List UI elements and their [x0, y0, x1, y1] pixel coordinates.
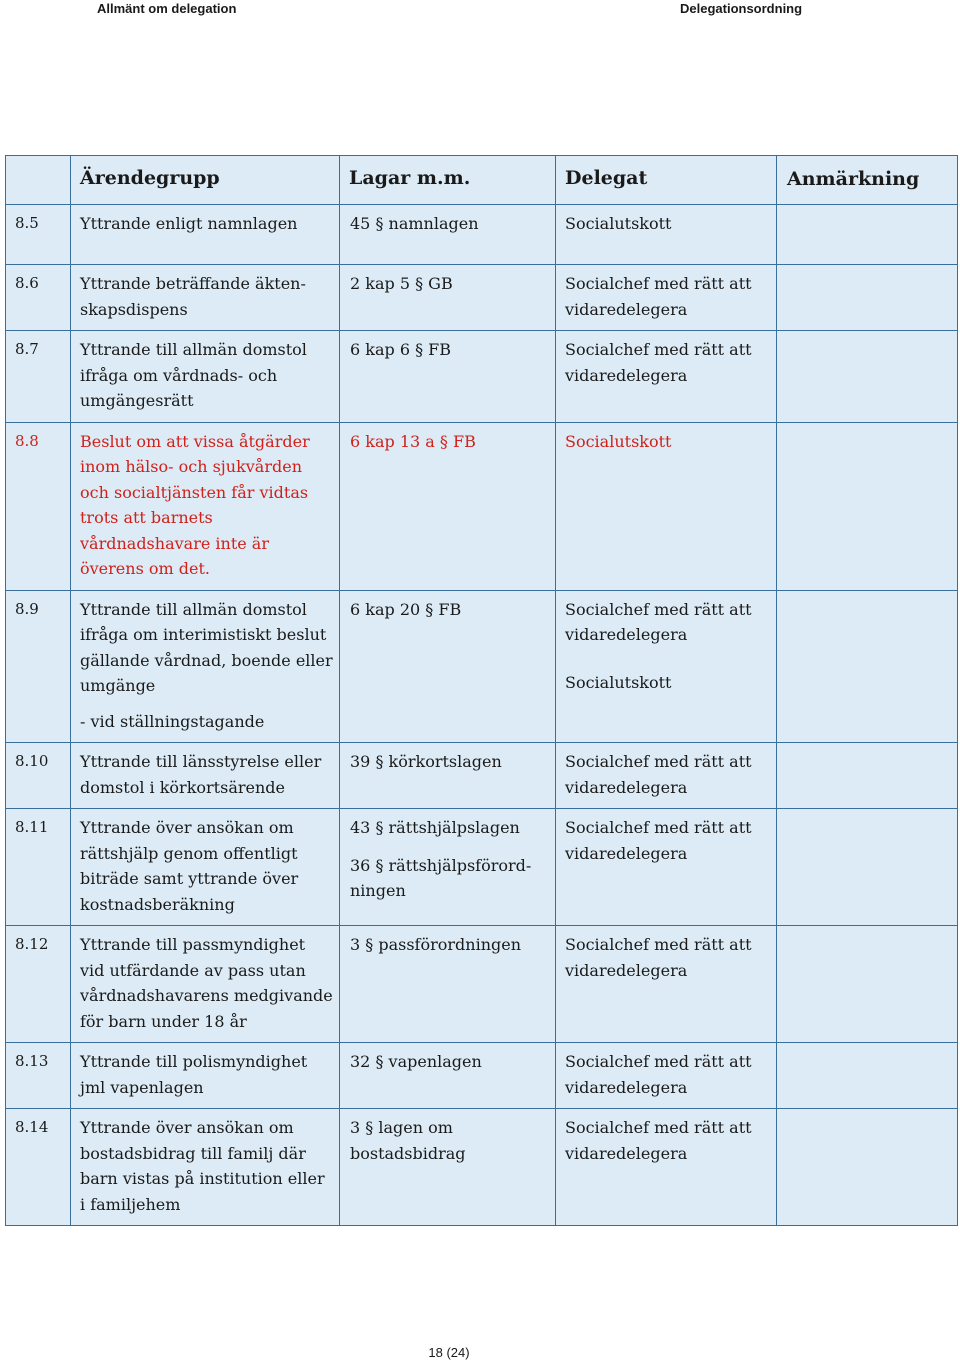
- column-header-anmarkning: Anmärkning: [777, 156, 958, 205]
- row-remark: [777, 590, 958, 743]
- column-header-lagar: Lagar m.m.: [340, 156, 556, 205]
- table-row: [6, 743, 958, 809]
- table-row: [6, 265, 958, 331]
- row-description: Yttrande beträffande äkten-skapsdispens: [71, 265, 340, 331]
- page-header: [0, 0, 960, 20]
- row-delegate: Socialchef med rätt att vidaredelegera: [565, 599, 752, 644]
- row-law-secondary: 36 § rättshjälpsförord-ningen: [350, 855, 532, 900]
- row-delegate-secondary: Socialutskott: [565, 672, 672, 692]
- row-number: 8.5: [6, 205, 71, 265]
- row-delegate: Socialchef med rätt att vidaredelegera: [556, 809, 777, 926]
- row-delegate: Socialchef med rätt att vidaredelegera: [556, 265, 777, 331]
- row-number: 8.13: [6, 1043, 71, 1109]
- row-law: 39 § körkortslagen: [340, 743, 556, 809]
- header-document-title: Delegationsordning: [680, 1, 803, 16]
- table-row: [6, 1043, 958, 1109]
- page-number: 18 (24): [428, 1345, 470, 1360]
- row-remark: [777, 1109, 958, 1226]
- row-remark: [777, 743, 958, 809]
- row-delegate: Socialchef med rätt att vidaredelegera: [556, 1043, 777, 1109]
- table-row: [6, 926, 958, 1043]
- row-remark: [777, 1043, 958, 1109]
- page-footer: [0, 1345, 960, 1360]
- row-number: 8.7: [6, 331, 71, 423]
- row-law: 45 § namnlagen: [340, 205, 556, 265]
- row-number: 8.6: [6, 265, 71, 331]
- header-section-title: Allmänt om delegation: [97, 1, 237, 16]
- row-description: Yttrande till allmän domstol ifråga om vårdnads- och umgängesrätt: [71, 331, 340, 423]
- row-remark: [777, 422, 958, 590]
- row-description: Yttrande över ansökan om bostadsbidrag till familj där barn vistas på institution eller i familjehem: [71, 1109, 340, 1226]
- row-description: Yttrande till allmän domstol ifråga om interimistiskt beslut gällande vårdnad, boende eller umgänge: [80, 599, 333, 695]
- table-header-row: [6, 156, 958, 205]
- delegation-table: [5, 155, 958, 1226]
- row-number: 8.10: [6, 743, 71, 809]
- row-description: Yttrande till passmyndighet vid utfärdande av pass utan vårdnadshavarens medgivande för barn under 18 år: [71, 926, 340, 1043]
- row-delegate: Socialchef med rätt att vidaredelegera: [556, 1109, 777, 1226]
- row-remark: [777, 926, 958, 1043]
- row-law: 6 kap 13 a § FB: [340, 422, 556, 590]
- row-law: 3 § passförordningen: [340, 926, 556, 1043]
- row-number: 8.8: [6, 422, 71, 590]
- row-description: Yttrande enligt namnlagen: [71, 205, 340, 265]
- row-remark: [777, 265, 958, 331]
- row-law: 6 kap 20 § FB: [340, 590, 556, 743]
- row-delegate: Socialutskott: [556, 205, 777, 265]
- row-law: 32 § vapenlagen: [340, 1043, 556, 1109]
- row-number: 8.11: [6, 809, 71, 926]
- row-law-cell: [340, 809, 556, 926]
- row-law: 43 § rättshjälpslagen: [350, 818, 520, 837]
- table-row: [6, 809, 958, 926]
- row-delegate: Socialutskott: [556, 422, 777, 590]
- table-row: [6, 422, 958, 590]
- row-number: 8.9: [6, 590, 71, 743]
- row-description: Yttrande till polismyndighet jml vapenlagen: [71, 1043, 340, 1109]
- column-header-arendegrupp: Ärendegrupp: [71, 156, 340, 205]
- row-law: 3 § lagen om bostadsbidrag: [340, 1109, 556, 1226]
- row-description: Yttrande till länsstyrelse eller domstol i körkortsärende: [71, 743, 340, 809]
- row-description: Yttrande över ansökan om rättshjälp genom offentligt biträde samt yttrande över kostnadsberäkning: [71, 809, 340, 926]
- row-remark: [777, 809, 958, 926]
- row-number: 8.14: [6, 1109, 71, 1226]
- row-law: 2 kap 5 § GB: [340, 265, 556, 331]
- row-delegate-cell: [556, 590, 777, 743]
- row-delegate: Socialchef med rätt att vidaredelegera: [556, 331, 777, 423]
- table-row: [6, 1109, 958, 1226]
- row-law: 6 kap 6 § FB: [340, 331, 556, 423]
- table-row: [6, 331, 958, 423]
- table-row: [6, 590, 958, 743]
- row-number: 8.12: [6, 926, 71, 1043]
- column-header-delegat: Delegat: [556, 156, 777, 205]
- row-delegate: Socialchef med rätt att vidaredelegera: [556, 926, 777, 1043]
- row-description: Beslut om att vissa åtgärder inom hälso- och sjukvården och socialtjänsten får vidtas trots att barnets vårdnadshavare inte är överens om det.: [71, 422, 340, 590]
- table-row: [6, 205, 958, 265]
- row-description-cell: [71, 590, 340, 743]
- row-description-note: - vid ställningstagande: [80, 711, 265, 731]
- row-remark: [777, 331, 958, 423]
- row-delegate: Socialchef med rätt att vidaredelegera: [556, 743, 777, 809]
- column-header-nr: [6, 156, 71, 205]
- row-remark: [777, 205, 958, 265]
